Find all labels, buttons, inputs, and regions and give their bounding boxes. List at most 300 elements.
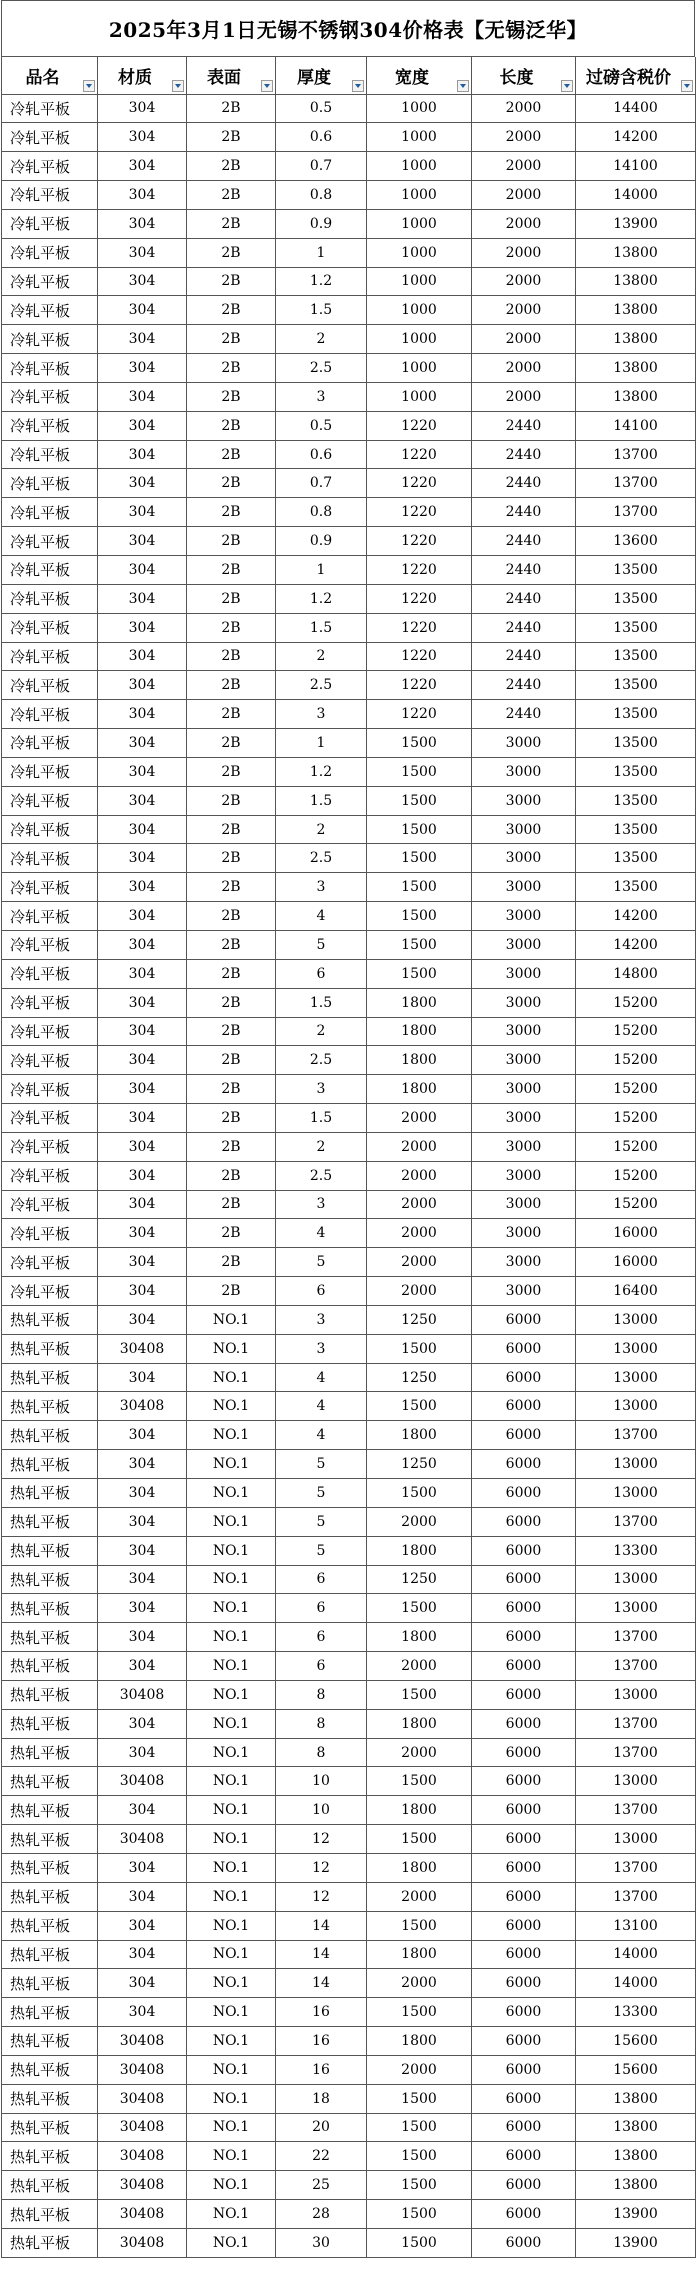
cell-surface[interactable]: NO.1 — [187, 1450, 276, 1479]
cell-surface[interactable]: 2B — [187, 959, 276, 988]
cell-length[interactable]: 3000 — [472, 844, 576, 873]
cell-width[interactable]: 2000 — [367, 1190, 472, 1219]
cell-length[interactable]: 6000 — [472, 1507, 576, 1536]
cell-surface[interactable]: 2B — [187, 1017, 276, 1046]
cell-thickness[interactable]: 0.7 — [276, 469, 367, 498]
cell-thickness[interactable]: 6 — [276, 1652, 367, 1681]
cell-length[interactable]: 3000 — [472, 1132, 576, 1161]
cell-length[interactable]: 3000 — [472, 930, 576, 959]
cell-thickness[interactable]: 2.5 — [276, 354, 367, 383]
cell-thickness[interactable]: 2 — [276, 642, 367, 671]
cell-thickness[interactable]: 3 — [276, 700, 367, 729]
cell-thickness[interactable]: 6 — [276, 1565, 367, 1594]
cell-price[interactable]: 13000 — [576, 1767, 696, 1796]
cell-surface[interactable]: 2B — [187, 527, 276, 556]
cell-thickness[interactable]: 1.5 — [276, 296, 367, 325]
cell-product[interactable]: 冷轧平板 — [2, 584, 98, 613]
cell-length[interactable]: 2000 — [472, 238, 576, 267]
cell-surface[interactable]: NO.1 — [187, 1853, 276, 1882]
cell-thickness[interactable]: 14 — [276, 1911, 367, 1940]
cell-surface[interactable]: NO.1 — [187, 1594, 276, 1623]
cell-material[interactable]: 304 — [98, 1652, 187, 1681]
cell-price[interactable]: 13300 — [576, 1998, 696, 2027]
cell-product[interactable]: 冷轧平板 — [2, 382, 98, 411]
cell-price[interactable]: 13700 — [576, 1882, 696, 1911]
cell-material[interactable]: 304 — [98, 642, 187, 671]
cell-length[interactable]: 3000 — [472, 1161, 576, 1190]
cell-material[interactable]: 304 — [98, 1969, 187, 1998]
cell-product[interactable]: 冷轧平板 — [2, 930, 98, 959]
cell-material[interactable]: 304 — [98, 1796, 187, 1825]
cell-thickness[interactable]: 1.5 — [276, 988, 367, 1017]
cell-surface[interactable]: NO.1 — [187, 1680, 276, 1709]
cell-width[interactable]: 1000 — [367, 152, 472, 181]
cell-width[interactable]: 2000 — [367, 1161, 472, 1190]
cell-material[interactable]: 30408 — [98, 2027, 187, 2056]
cell-product[interactable]: 热轧平板 — [2, 1334, 98, 1363]
cell-material[interactable]: 30408 — [98, 2228, 187, 2257]
cell-surface[interactable]: 2B — [187, 729, 276, 758]
cell-length[interactable]: 2440 — [472, 584, 576, 613]
cell-length[interactable]: 2440 — [472, 527, 576, 556]
cell-price[interactable]: 15600 — [576, 2027, 696, 2056]
cell-material[interactable]: 304 — [98, 930, 187, 959]
cell-length[interactable]: 6000 — [472, 1680, 576, 1709]
cell-width[interactable]: 1500 — [367, 2084, 472, 2113]
cell-material[interactable]: 304 — [98, 1017, 187, 1046]
cell-price[interactable]: 13000 — [576, 1305, 696, 1334]
cell-surface[interactable]: NO.1 — [187, 1305, 276, 1334]
cell-width[interactable]: 1800 — [367, 1046, 472, 1075]
cell-length[interactable]: 3000 — [472, 786, 576, 815]
cell-material[interactable]: 304 — [98, 123, 187, 152]
cell-material[interactable]: 304 — [98, 469, 187, 498]
cell-product[interactable]: 冷轧平板 — [2, 844, 98, 873]
cell-material[interactable]: 304 — [98, 267, 187, 296]
cell-width[interactable]: 2000 — [367, 1969, 472, 1998]
cell-length[interactable]: 2000 — [472, 382, 576, 411]
cell-width[interactable]: 1220 — [367, 642, 472, 671]
cell-thickness[interactable]: 1.5 — [276, 1104, 367, 1133]
cell-length[interactable]: 2000 — [472, 296, 576, 325]
cell-material[interactable]: 304 — [98, 527, 187, 556]
cell-price[interactable]: 15200 — [576, 1046, 696, 1075]
cell-length[interactable]: 6000 — [472, 1969, 576, 1998]
cell-surface[interactable]: NO.1 — [187, 1796, 276, 1825]
cell-material[interactable]: 304 — [98, 1248, 187, 1277]
cell-material[interactable]: 304 — [98, 94, 187, 123]
cell-thickness[interactable]: 6 — [276, 1623, 367, 1652]
cell-material[interactable]: 304 — [98, 988, 187, 1017]
cell-product[interactable]: 冷轧平板 — [2, 1248, 98, 1277]
cell-product[interactable]: 冷轧平板 — [2, 1017, 98, 1046]
cell-material[interactable]: 304 — [98, 902, 187, 931]
cell-material[interactable]: 30408 — [98, 1767, 187, 1796]
cell-thickness[interactable]: 3 — [276, 382, 367, 411]
cell-price[interactable]: 13000 — [576, 1392, 696, 1421]
cell-product[interactable]: 热轧平板 — [2, 1882, 98, 1911]
cell-product[interactable]: 热轧平板 — [2, 1363, 98, 1392]
cell-material[interactable]: 304 — [98, 1709, 187, 1738]
cell-price[interactable]: 13000 — [576, 1363, 696, 1392]
cell-price[interactable]: 15200 — [576, 1190, 696, 1219]
cell-thickness[interactable]: 20 — [276, 2113, 367, 2142]
cell-product[interactable]: 热轧平板 — [2, 2142, 98, 2171]
cell-price[interactable]: 13000 — [576, 1450, 696, 1479]
cell-surface[interactable]: 2B — [187, 152, 276, 181]
cell-surface[interactable]: 2B — [187, 440, 276, 469]
cell-length[interactable]: 3000 — [472, 1248, 576, 1277]
cell-width[interactable]: 1800 — [367, 988, 472, 1017]
cell-width[interactable]: 1500 — [367, 729, 472, 758]
cell-material[interactable]: 30408 — [98, 2113, 187, 2142]
cell-thickness[interactable]: 0.7 — [276, 152, 367, 181]
cell-material[interactable]: 30408 — [98, 1392, 187, 1421]
cell-length[interactable]: 2000 — [472, 267, 576, 296]
cell-price[interactable]: 13500 — [576, 671, 696, 700]
cell-thickness[interactable]: 0.6 — [276, 440, 367, 469]
cell-product[interactable]: 热轧平板 — [2, 1392, 98, 1421]
cell-width[interactable]: 1800 — [367, 1421, 472, 1450]
cell-price[interactable]: 13300 — [576, 1536, 696, 1565]
cell-price[interactable]: 13700 — [576, 498, 696, 527]
cell-thickness[interactable]: 0.9 — [276, 209, 367, 238]
cell-material[interactable]: 304 — [98, 815, 187, 844]
cell-surface[interactable]: 2B — [187, 1104, 276, 1133]
cell-material[interactable]: 304 — [98, 700, 187, 729]
cell-material[interactable]: 304 — [98, 209, 187, 238]
cell-price[interactable]: 16000 — [576, 1219, 696, 1248]
cell-width[interactable]: 1250 — [367, 1363, 472, 1392]
cell-price[interactable]: 15200 — [576, 1161, 696, 1190]
cell-product[interactable]: 热轧平板 — [2, 1796, 98, 1825]
cell-product[interactable]: 热轧平板 — [2, 1305, 98, 1334]
cell-product[interactable]: 热轧平板 — [2, 1594, 98, 1623]
cell-price[interactable]: 13700 — [576, 1853, 696, 1882]
cell-product[interactable]: 冷轧平板 — [2, 267, 98, 296]
cell-price[interactable]: 14100 — [576, 152, 696, 181]
cell-thickness[interactable]: 3 — [276, 1075, 367, 1104]
cell-width[interactable]: 1500 — [367, 2228, 472, 2257]
cell-length[interactable]: 2000 — [472, 354, 576, 383]
cell-thickness[interactable]: 12 — [276, 1882, 367, 1911]
cell-price[interactable]: 14100 — [576, 411, 696, 440]
cell-width[interactable]: 1000 — [367, 354, 472, 383]
cell-product[interactable]: 冷轧平板 — [2, 613, 98, 642]
cell-price[interactable]: 14200 — [576, 902, 696, 931]
cell-price[interactable]: 13000 — [576, 1565, 696, 1594]
cell-product[interactable]: 冷轧平板 — [2, 238, 98, 267]
cell-thickness[interactable]: 3 — [276, 1334, 367, 1363]
cell-thickness[interactable]: 2.5 — [276, 671, 367, 700]
cell-width[interactable]: 2000 — [367, 1104, 472, 1133]
cell-width[interactable]: 1220 — [367, 613, 472, 642]
cell-length[interactable]: 6000 — [472, 1623, 576, 1652]
cell-width[interactable]: 2000 — [367, 1652, 472, 1681]
cell-material[interactable]: 304 — [98, 152, 187, 181]
cell-width[interactable]: 1220 — [367, 700, 472, 729]
cell-surface[interactable]: NO.1 — [187, 1998, 276, 2027]
cell-price[interactable]: 15200 — [576, 1017, 696, 1046]
cell-material[interactable]: 304 — [98, 1738, 187, 1767]
cell-width[interactable]: 2000 — [367, 1507, 472, 1536]
cell-thickness[interactable]: 6 — [276, 959, 367, 988]
cell-width[interactable]: 1220 — [367, 527, 472, 556]
cell-material[interactable]: 304 — [98, 325, 187, 354]
cell-surface[interactable]: 2B — [187, 181, 276, 210]
cell-length[interactable]: 6000 — [472, 1709, 576, 1738]
cell-length[interactable]: 3000 — [472, 902, 576, 931]
cell-material[interactable]: 304 — [98, 757, 187, 786]
cell-length[interactable]: 3000 — [472, 1075, 576, 1104]
cell-thickness[interactable]: 4 — [276, 1392, 367, 1421]
cell-material[interactable]: 30408 — [98, 2084, 187, 2113]
cell-product[interactable]: 冷轧平板 — [2, 1132, 98, 1161]
cell-length[interactable]: 6000 — [472, 2027, 576, 2056]
cell-material[interactable]: 30408 — [98, 1334, 187, 1363]
cell-surface[interactable]: NO.1 — [187, 1565, 276, 1594]
cell-surface[interactable]: 2B — [187, 930, 276, 959]
cell-surface[interactable]: 2B — [187, 94, 276, 123]
cell-material[interactable]: 304 — [98, 1940, 187, 1969]
cell-thickness[interactable]: 1.2 — [276, 267, 367, 296]
cell-surface[interactable]: 2B — [187, 1277, 276, 1306]
cell-product[interactable]: 热轧平板 — [2, 1738, 98, 1767]
cell-surface[interactable]: 2B — [187, 700, 276, 729]
cell-thickness[interactable]: 5 — [276, 1450, 367, 1479]
cell-price[interactable]: 13500 — [576, 786, 696, 815]
cell-length[interactable]: 6000 — [472, 1825, 576, 1854]
cell-price[interactable]: 13700 — [576, 1421, 696, 1450]
cell-thickness[interactable]: 5 — [276, 1248, 367, 1277]
cell-thickness[interactable]: 2 — [276, 1017, 367, 1046]
cell-product[interactable]: 热轧平板 — [2, 1623, 98, 1652]
cell-surface[interactable]: 2B — [187, 354, 276, 383]
cell-surface[interactable]: 2B — [187, 498, 276, 527]
cell-thickness[interactable]: 14 — [276, 1940, 367, 1969]
cell-price[interactable]: 13000 — [576, 1479, 696, 1508]
cell-width[interactable]: 2000 — [367, 1132, 472, 1161]
cell-thickness[interactable]: 2 — [276, 815, 367, 844]
cell-surface[interactable]: 2B — [187, 902, 276, 931]
cell-price[interactable]: 13800 — [576, 267, 696, 296]
cell-thickness[interactable]: 1 — [276, 238, 367, 267]
cell-width[interactable]: 1800 — [367, 1709, 472, 1738]
cell-width[interactable]: 2000 — [367, 1277, 472, 1306]
cell-product[interactable]: 冷轧平板 — [2, 325, 98, 354]
cell-width[interactable]: 1220 — [367, 584, 472, 613]
cell-material[interactable]: 304 — [98, 1190, 187, 1219]
cell-thickness[interactable]: 4 — [276, 1363, 367, 1392]
cell-width[interactable]: 2000 — [367, 1219, 472, 1248]
cell-length[interactable]: 6000 — [472, 1853, 576, 1882]
cell-surface[interactable]: 2B — [187, 267, 276, 296]
cell-width[interactable]: 1500 — [367, 1680, 472, 1709]
cell-material[interactable]: 304 — [98, 1277, 187, 1306]
cell-thickness[interactable]: 1.5 — [276, 786, 367, 815]
cell-thickness[interactable]: 2 — [276, 325, 367, 354]
cell-width[interactable]: 1500 — [367, 959, 472, 988]
cell-surface[interactable]: 2B — [187, 209, 276, 238]
cell-width[interactable]: 1220 — [367, 411, 472, 440]
cell-thickness[interactable]: 10 — [276, 1796, 367, 1825]
cell-surface[interactable]: 2B — [187, 642, 276, 671]
cell-material[interactable]: 304 — [98, 1132, 187, 1161]
cell-price[interactable]: 14000 — [576, 1969, 696, 1998]
cell-price[interactable]: 13800 — [576, 2142, 696, 2171]
cell-product[interactable]: 热轧平板 — [2, 2055, 98, 2084]
cell-surface[interactable]: NO.1 — [187, 2084, 276, 2113]
cell-material[interactable]: 304 — [98, 671, 187, 700]
cell-product[interactable]: 冷轧平板 — [2, 209, 98, 238]
cell-price[interactable]: 16000 — [576, 1248, 696, 1277]
cell-price[interactable]: 14400 — [576, 94, 696, 123]
cell-material[interactable]: 304 — [98, 1853, 187, 1882]
cell-width[interactable]: 2000 — [367, 1248, 472, 1277]
cell-price[interactable]: 13500 — [576, 584, 696, 613]
cell-product[interactable]: 冷轧平板 — [2, 527, 98, 556]
cell-material[interactable]: 304 — [98, 1998, 187, 2027]
cell-material[interactable]: 304 — [98, 1623, 187, 1652]
cell-thickness[interactable]: 0.5 — [276, 94, 367, 123]
cell-thickness[interactable]: 1 — [276, 556, 367, 585]
cell-length[interactable]: 6000 — [472, 1911, 576, 1940]
cell-width[interactable]: 2000 — [367, 1738, 472, 1767]
cell-surface[interactable]: 2B — [187, 1132, 276, 1161]
cell-material[interactable]: 304 — [98, 238, 187, 267]
cell-length[interactable]: 6000 — [472, 1594, 576, 1623]
cell-width[interactable]: 1000 — [367, 181, 472, 210]
cell-product[interactable]: 冷轧平板 — [2, 181, 98, 210]
cell-price[interactable]: 13800 — [576, 325, 696, 354]
cell-price[interactable]: 13000 — [576, 1594, 696, 1623]
cell-surface[interactable]: NO.1 — [187, 2200, 276, 2229]
cell-product[interactable]: 冷轧平板 — [2, 988, 98, 1017]
cell-surface[interactable]: NO.1 — [187, 1940, 276, 1969]
cell-product[interactable]: 冷轧平板 — [2, 1104, 98, 1133]
cell-material[interactable]: 304 — [98, 1104, 187, 1133]
cell-length[interactable]: 6000 — [472, 2055, 576, 2084]
cell-length[interactable]: 6000 — [472, 1796, 576, 1825]
cell-length[interactable]: 6000 — [472, 1738, 576, 1767]
cell-thickness[interactable]: 4 — [276, 902, 367, 931]
cell-product[interactable]: 冷轧平板 — [2, 1161, 98, 1190]
cell-price[interactable]: 14800 — [576, 959, 696, 988]
cell-price[interactable]: 13700 — [576, 469, 696, 498]
cell-product[interactable]: 热轧平板 — [2, 2113, 98, 2142]
cell-price[interactable]: 13700 — [576, 1738, 696, 1767]
cell-surface[interactable]: 2B — [187, 873, 276, 902]
cell-thickness[interactable]: 2.5 — [276, 1161, 367, 1190]
cell-width[interactable]: 1220 — [367, 440, 472, 469]
cell-length[interactable]: 2440 — [472, 642, 576, 671]
cell-thickness[interactable]: 8 — [276, 1738, 367, 1767]
cell-product[interactable]: 冷轧平板 — [2, 786, 98, 815]
cell-material[interactable]: 304 — [98, 584, 187, 613]
cell-surface[interactable]: 2B — [187, 757, 276, 786]
cell-product[interactable]: 冷轧平板 — [2, 902, 98, 931]
cell-thickness[interactable]: 18 — [276, 2084, 367, 2113]
cell-material[interactable]: 304 — [98, 786, 187, 815]
cell-material[interactable]: 304 — [98, 181, 187, 210]
cell-product[interactable]: 热轧平板 — [2, 1536, 98, 1565]
cell-length[interactable]: 6000 — [472, 1392, 576, 1421]
cell-width[interactable]: 1500 — [367, 2113, 472, 2142]
filter-dropdown-icon[interactable] — [681, 80, 693, 92]
cell-surface[interactable]: NO.1 — [187, 1421, 276, 1450]
cell-surface[interactable]: 2B — [187, 988, 276, 1017]
cell-length[interactable]: 3000 — [472, 1104, 576, 1133]
cell-price[interactable]: 13800 — [576, 2113, 696, 2142]
cell-thickness[interactable]: 16 — [276, 2055, 367, 2084]
cell-price[interactable]: 15200 — [576, 1075, 696, 1104]
cell-width[interactable]: 1500 — [367, 2142, 472, 2171]
cell-width[interactable]: 1500 — [367, 1479, 472, 1508]
cell-price[interactable]: 14000 — [576, 1940, 696, 1969]
cell-width[interactable]: 1500 — [367, 873, 472, 902]
cell-price[interactable]: 13700 — [576, 1623, 696, 1652]
cell-length[interactable]: 2000 — [472, 94, 576, 123]
cell-material[interactable]: 304 — [98, 1565, 187, 1594]
cell-width[interactable]: 1800 — [367, 1796, 472, 1825]
cell-surface[interactable]: 2B — [187, 411, 276, 440]
cell-material[interactable]: 304 — [98, 729, 187, 758]
cell-surface[interactable]: 2B — [187, 613, 276, 642]
cell-price[interactable]: 13800 — [576, 382, 696, 411]
cell-thickness[interactable]: 3 — [276, 1305, 367, 1334]
cell-price[interactable]: 13600 — [576, 527, 696, 556]
filter-dropdown-icon[interactable] — [83, 80, 95, 92]
cell-thickness[interactable]: 4 — [276, 1421, 367, 1450]
cell-material[interactable]: 30408 — [98, 1825, 187, 1854]
cell-width[interactable]: 1500 — [367, 902, 472, 931]
filter-dropdown-icon[interactable] — [457, 80, 469, 92]
filter-dropdown-icon[interactable] — [561, 80, 573, 92]
cell-thickness[interactable]: 4 — [276, 1219, 367, 1248]
cell-surface[interactable]: NO.1 — [187, 2027, 276, 2056]
cell-material[interactable]: 304 — [98, 440, 187, 469]
cell-length[interactable]: 2440 — [472, 613, 576, 642]
cell-material[interactable]: 304 — [98, 613, 187, 642]
cell-product[interactable]: 冷轧平板 — [2, 642, 98, 671]
cell-product[interactable]: 热轧平板 — [2, 1709, 98, 1738]
cell-material[interactable]: 304 — [98, 1046, 187, 1075]
cell-length[interactable]: 2000 — [472, 325, 576, 354]
cell-thickness[interactable]: 2 — [276, 1132, 367, 1161]
cell-price[interactable]: 13000 — [576, 1680, 696, 1709]
cell-price[interactable]: 13800 — [576, 354, 696, 383]
cell-product[interactable]: 冷轧平板 — [2, 440, 98, 469]
cell-surface[interactable]: NO.1 — [187, 1507, 276, 1536]
cell-thickness[interactable]: 5 — [276, 930, 367, 959]
cell-width[interactable]: 1500 — [367, 2171, 472, 2200]
cell-width[interactable]: 1000 — [367, 325, 472, 354]
cell-product[interactable]: 冷轧平板 — [2, 94, 98, 123]
cell-surface[interactable]: NO.1 — [187, 2055, 276, 2084]
cell-surface[interactable]: NO.1 — [187, 1536, 276, 1565]
cell-surface[interactable]: 2B — [187, 815, 276, 844]
cell-product[interactable]: 冷轧平板 — [2, 1190, 98, 1219]
cell-width[interactable]: 1220 — [367, 469, 472, 498]
cell-length[interactable]: 6000 — [472, 2228, 576, 2257]
cell-price[interactable]: 13800 — [576, 2084, 696, 2113]
cell-thickness[interactable]: 5 — [276, 1536, 367, 1565]
cell-width[interactable]: 1500 — [367, 1594, 472, 1623]
cell-length[interactable]: 6000 — [472, 2200, 576, 2229]
cell-material[interactable]: 304 — [98, 296, 187, 325]
cell-width[interactable]: 1800 — [367, 1017, 472, 1046]
cell-thickness[interactable]: 8 — [276, 1680, 367, 1709]
